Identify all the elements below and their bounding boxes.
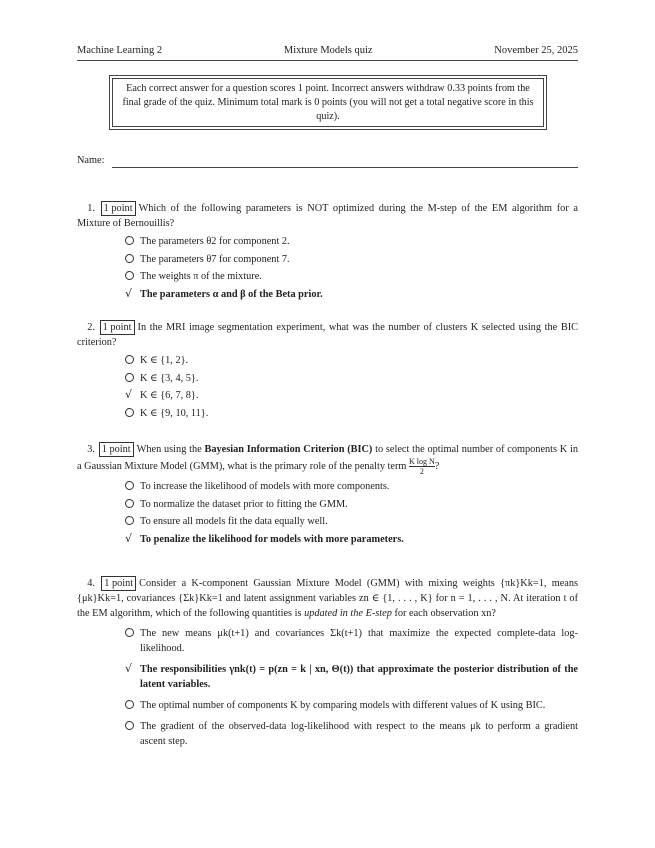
- question-1-stem: [77, 201, 578, 231]
- question-number: 4.: [87, 578, 95, 589]
- quiz-title: Mixture Models quiz: [283, 45, 373, 56]
- options-list: [125, 626, 578, 749]
- question-3: [77, 442, 578, 549]
- option-text: To increase the likelihood of models with more components.: [140, 481, 390, 492]
- points-box: 1 point: [101, 576, 136, 591]
- options-list: [125, 234, 578, 302]
- course-name: Machine Learning 2: [77, 45, 163, 56]
- option-text: The optimal number of components K by comparing models with different values of K using BIC.: [140, 700, 546, 711]
- question-number: 3.: [87, 444, 95, 455]
- option[interactable]: [125, 626, 578, 656]
- radio-icon[interactable]: [125, 408, 134, 417]
- penalty-denominator: 2: [419, 467, 424, 476]
- option[interactable]: [125, 719, 578, 749]
- option[interactable]: [125, 269, 578, 284]
- points-box: 1 point: [100, 320, 135, 335]
- question-text: In the MRI image segmentation experiment, what was the number of clusters K selected using the BIC criterion?: [77, 322, 578, 348]
- option-text: The parameters θ2 for component 2.: [140, 236, 290, 247]
- radio-icon[interactable]: [125, 481, 134, 490]
- points-box: 1 point: [101, 201, 136, 216]
- name-field-row: [77, 153, 578, 168]
- checkmark-icon: √: [125, 531, 133, 545]
- option[interactable]: [125, 479, 578, 494]
- radio-icon[interactable]: [125, 271, 134, 280]
- checkmark-icon: √: [125, 662, 133, 675]
- question-text-pre: Consider a K-component Gaussian Mixture Model (GMM) with mixing weights {πk}Kk=1, means {μk}Kk=1, covariances {Σk}Kk=1 and latent assignment variables zn ∈ {1, . . . , K} for n = 1, . . . , N. At iteration t of the EM algorithm, which of the following quantities is: [77, 578, 578, 619]
- radio-icon[interactable]: [125, 254, 134, 263]
- option-correct[interactable]: [125, 388, 578, 403]
- option-text: To normalize the dataset prior to fitting the GMM.: [140, 498, 348, 510]
- option[interactable]: [125, 252, 578, 267]
- question-2-stem: [77, 320, 578, 350]
- header-rule: [77, 60, 578, 61]
- question-text-bold: Bayesian Information Criterion (BIC): [204, 444, 373, 455]
- option-text: The weights π of the mixture.: [140, 271, 262, 282]
- page-header: [77, 43, 578, 58]
- question-2: [77, 320, 578, 423]
- checkmark-icon: √: [125, 388, 133, 401]
- question-3-stem: [77, 442, 578, 476]
- question-number: 2.: [87, 322, 95, 333]
- option[interactable]: [125, 497, 578, 512]
- radio-icon[interactable]: [125, 721, 134, 730]
- question-text-tail: ?: [434, 460, 440, 472]
- radio-icon[interactable]: [125, 700, 134, 709]
- points-box: 1 point: [99, 442, 134, 457]
- scoring-notice: Each correct answer for a question scores 1 point. Incorrect answers withdraw 0.33 points from the final grade of the quiz. Minimum total mark is 0 points (you will not get a total negative score in this quiz).: [112, 78, 544, 127]
- option-text: To penalize the likelihood for models with more parameters.: [140, 533, 404, 545]
- option-correct[interactable]: [125, 532, 578, 547]
- option-text: The parameters α and β of the Beta prior.: [140, 288, 323, 300]
- quiz-date: November 25, 2025: [494, 45, 578, 56]
- question-text-pre: When using the: [136, 444, 205, 455]
- question-1: [77, 201, 578, 304]
- option-text: To ensure all models fit the data equally well.: [140, 516, 328, 527]
- option-text: The parameters θ7 for component 7.: [140, 253, 290, 265]
- option-text: K ∈ {1, 2}.: [140, 355, 189, 366]
- question-text: Which of the following parameters is NOT optimized during the M-step of the EM algorithm for a Mixture of Bernouillis?: [77, 203, 578, 229]
- name-label: Name:: [77, 155, 105, 166]
- radio-icon[interactable]: [125, 516, 134, 525]
- option-text: The responsibilities γnk(t) = p(zn = k | xn, Θ(t)) that approximate the posterior distribution of the latent variables.: [140, 664, 578, 690]
- option[interactable]: [125, 234, 578, 249]
- name-line[interactable]: [112, 159, 578, 168]
- radio-icon[interactable]: [125, 628, 134, 637]
- option-correct[interactable]: [125, 287, 578, 302]
- question-text-post: to select the optimal number of components K in a Gaussian Mixture Model (GMM), what is the primary role of the penalty term: [77, 444, 579, 472]
- checkmark-icon: √: [125, 286, 133, 300]
- question-text-emphasis: updated in the E-step: [304, 608, 392, 619]
- scoring-notice-box: [109, 75, 547, 130]
- options-list: [125, 353, 578, 421]
- question-4-stem: [77, 576, 578, 621]
- question-number: 1.: [87, 203, 95, 214]
- option[interactable]: [125, 698, 578, 713]
- radio-icon[interactable]: [125, 373, 134, 382]
- question-4: [77, 576, 578, 752]
- radio-icon[interactable]: [125, 355, 134, 364]
- option-correct[interactable]: [125, 662, 578, 692]
- options-list: [125, 479, 578, 547]
- option-text: K ∈ {9, 10, 11}.: [140, 407, 209, 419]
- option[interactable]: [125, 406, 578, 421]
- option[interactable]: [125, 353, 578, 368]
- radio-icon[interactable]: [125, 499, 134, 508]
- option-text: The new means μk(t+1) and covariances Σk(t+1) that maximize the expected complete-data log-likelihood.: [140, 628, 578, 654]
- option-text: K ∈ {6, 7, 8}.: [140, 390, 199, 401]
- option[interactable]: [125, 371, 578, 386]
- option-text: The gradient of the observed-data log-likelihood with respect to the means μk to perform a gradient ascent step.: [140, 721, 578, 747]
- question-text-post: for each observation xn?: [391, 608, 496, 619]
- penalty-fraction: [409, 457, 435, 476]
- option[interactable]: [125, 514, 578, 529]
- penalty-numerator: K log N: [409, 457, 435, 466]
- radio-icon[interactable]: [125, 236, 134, 245]
- option-text: K ∈ {3, 4, 5}.: [140, 372, 199, 384]
